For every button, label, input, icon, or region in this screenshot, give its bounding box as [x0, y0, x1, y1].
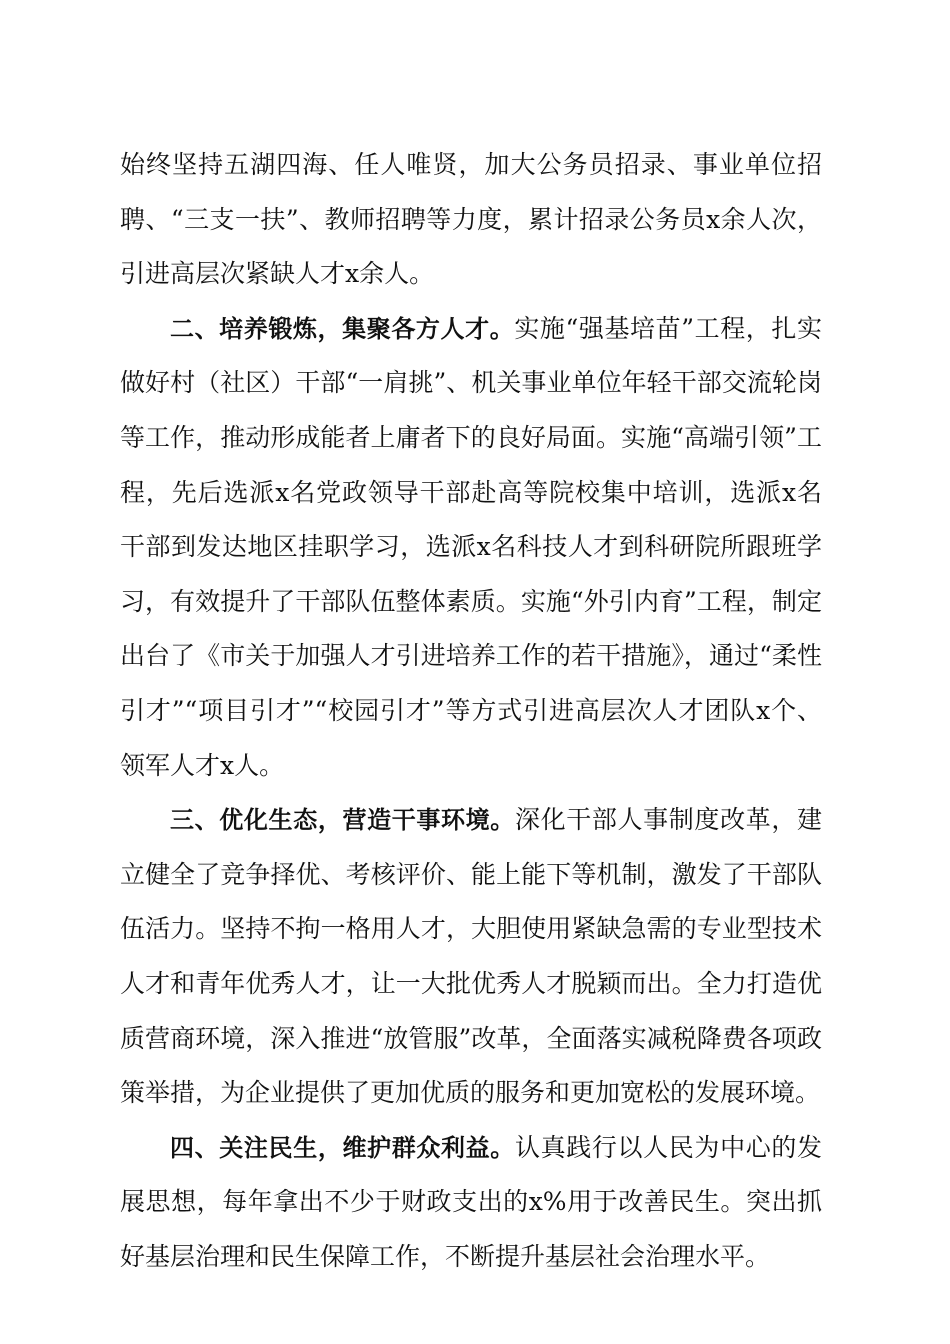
paragraph-continuation: [120, 138, 822, 302]
section-heading: 二、培养锻炼，集聚各方人才。: [170, 314, 515, 343]
paragraph-section-3: [120, 793, 822, 1121]
paragraph-body: 深化干部人事制度改革，建立健全了竞争择优、考核评价、能上能下等机制，激发了干部队伍活力。坚持不拘一格用人才，大胆使用紧缺急需的专业型技术人才和青年优秀人才，让一大批优秀人才脱颖而出。全力打造优质营商环境，深入推进“放管服”改革，全面落实减税降费各项政策举措，为企业提供了更加优质的服务和更加宽松的发展环境。: [120, 805, 822, 1108]
section-heading: 四、关注民生，维护群众利益。: [170, 1133, 515, 1162]
paragraph-section-4: [120, 1121, 822, 1285]
paragraph-body: 始终坚持五湖四海、任人唯贤，加大公务员招录、事业单位招聘、“三支一扶”、教师招聘等力度，累计招录公务员x余人次，引进高层次紧缺人才x余人。: [120, 150, 822, 289]
paragraph-section-2: [120, 302, 822, 793]
paragraph-body: 实施“强基培苗”工程，扎实做好村（社区）干部“一肩挑”、机关事业单位年轻干部交流轮岗等工作，推动形成能者上庸者下的良好局面。实施“高端引领”工程，先后选派x名党政领导干部赴高等院校集中培训，选派x名干部到发达地区挂职学习，选派x名科技人才到科研院所跟班学习，有效提升了干部队伍整体素质。实施“外引内育”工程，制定出台了《市关于加强人才引进培养工作的若干措施》，通过“柔性引才”“项目引才”“校园引才”等方式引进高层次人才团队x个、领军人才x人。: [120, 313, 822, 780]
paragraph-body: 认真践行以人民为中心的发展思想，每年拿出不少于财政支出的x%用于改善民生。突出抓好基层治理和民生保障工作，不断提升基层社会治理水平。: [120, 1132, 822, 1271]
document-page: [120, 138, 822, 1284]
section-heading: 三、优化生态，营造干事环境。: [170, 806, 515, 835]
